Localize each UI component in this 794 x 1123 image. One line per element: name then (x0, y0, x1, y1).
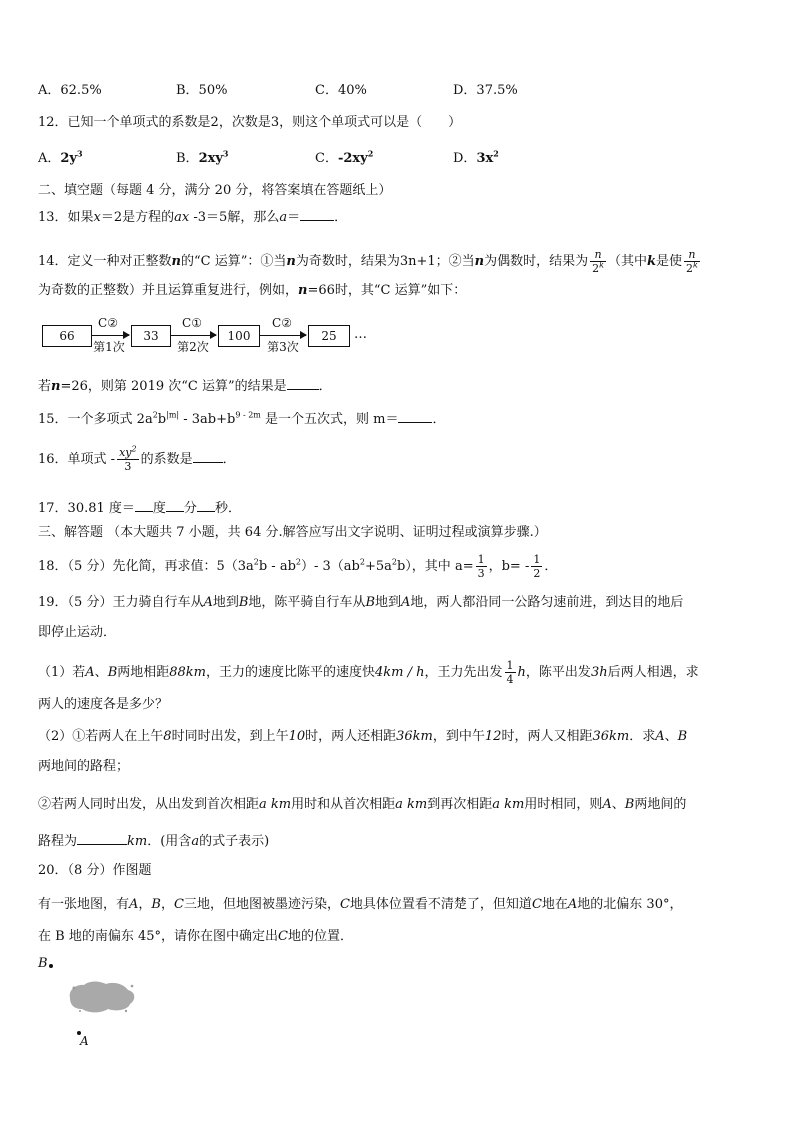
q17-second-blank (197, 497, 215, 512)
q14-line-2: 为奇数的正整数）并且运算重复进行，例如，n=66时，其“C 运算”如下： (38, 283, 467, 298)
q14-line-1: 14．定义一种对正整数n的“C 运算”：①当n为奇数时，结果为3n+1；②当n为偶数时，结果为 $\frac{n}{2^k}$ （其中k是使 $\frac{n}{2^k}$ (38, 248, 698, 275)
q19-line-2: 即停止运动． (38, 625, 117, 640)
flow-arrow-3 (259, 335, 306, 336)
q17: 17．30.81 度＝ 度 分 秒． (38, 497, 241, 518)
q11-option-a: A．62.5% (38, 83, 102, 98)
section-2-heading: 二、填空题（每题 4 分，满分 20 分，将答案填在答题纸上） (38, 183, 392, 198)
q12-option-b: B．$2xy^3$ (176, 148, 229, 166)
point-b-dot (49, 964, 53, 968)
q19-part-2: （2）①若两人在上午8时同时出发，到上午10时，两人还相距36km，到中午12时，两人又相距36km．求A、B (38, 729, 688, 744)
flow-ellipsis: … (354, 327, 367, 342)
q19-fraction-quarter: $\frac{1}{4}$ (506, 659, 514, 686)
q16: 16．单项式 - $\frac{xy^2}{3}$ 的系数是 ． (38, 444, 236, 473)
flow-step-3: 第3次 (267, 340, 299, 354)
point-a-label: A (80, 1034, 89, 1048)
flow-op-2: C① (182, 316, 202, 330)
q13: 13．如果x＝2是方程的ax -3＝5解，那么a＝ ． (38, 206, 347, 227)
flow-op-3: C② (272, 316, 292, 330)
q19-part-1-line-2: 两人的速度各是多少？ (38, 697, 169, 712)
q14-fraction-1: $\frac{n}{2^k}$ (592, 248, 604, 275)
q19-part-1: （1）若A、B两地相距88km，王力的速度比陈平的速度快4km / h，王力先出发 $\frac{1}{4}$ h，陈平出发3h后两人相遇，求 (38, 659, 699, 686)
q13-answer-blank (300, 206, 334, 221)
q14-answer-blank (287, 375, 319, 390)
q16-fraction: $\frac{xy^2}{3}$ (119, 444, 137, 473)
q19-line-1: 19．（5 分）王力骑自行车从A地到B地，陈平骑自行车从B地到A地，两人都沿同一公路匀速前进，到达目的地后 (38, 595, 684, 610)
q19-part-2-line-2: 两地间的路程； (38, 759, 130, 774)
flow-step-2: 第2次 (177, 340, 209, 354)
q18: 18．（5 分）先化简，再求值：$5(3a^2b - ab^2)-$ $3(ab^2+5a^2b)$，其中 a= $\frac{1}{3}$ ，b= - $\frac{1}{2}$ ． (38, 553, 558, 580)
q16-answer-blank (193, 448, 223, 463)
flow-step-1: 第1次 (93, 340, 125, 354)
q19-part-3: ②若两人同时出发，从出发到首次相距a km用时和从首次相距a km到再次相距a km用时相同，则A、B两地间的 (38, 797, 687, 812)
q20-line-2: 在 B 地的南偏东 45°，请你在图中确定出C地的位置． (38, 929, 353, 944)
q12-stem: 12．已知一个单项式的系数是2，次数是3，则这个单项式可以是（ ） (38, 115, 462, 130)
section-3-heading: 三、解答题 （本大题共 7 小题，共 64 分.解答应写出文字说明、证明过程或演算步骤.） (38, 525, 547, 540)
q19-part-3-line-2: 路程为 km．(用含a的式子表示) (38, 830, 269, 851)
q11-option-d: D．37.5% (453, 83, 518, 98)
q17-degree-blank (135, 497, 153, 512)
flow-arrow-2 (170, 335, 216, 336)
q14-fraction-2: $\frac{n}{2^k}$ (686, 248, 698, 275)
flow-box-25: 25 (308, 325, 350, 347)
q20-line-1: 有一张地图，有A，B，C三地，但地图被墨迹污染，C地具体位置看不清楚了，但知道C地在A地的北偏东 30°， (38, 897, 683, 912)
flow-box-33: 33 (131, 325, 171, 347)
q15: 15．一个多项式 $2a^2b^{|m|} - 3ab+b^{9 - 2m}$ 是一个五次式，则 m＝ ． (38, 408, 446, 429)
flow-box-100: 100 (218, 325, 260, 347)
q11-option-c: C．40% (315, 83, 367, 98)
flow-arrow-1 (91, 335, 129, 336)
ink-smudge (66, 978, 138, 1016)
q15-answer-blank (398, 408, 432, 423)
q11-option-b: B．50% (176, 83, 228, 98)
q18-fraction-a: $\frac{1}{3}$ (477, 553, 485, 580)
q19-answer-blank (77, 830, 127, 845)
q12-option-c: C．$-2xy^2$ (315, 148, 374, 166)
flow-box-66: 66 (42, 325, 92, 347)
q12-option-d: D．$3x^2$ (453, 148, 499, 166)
q12-option-a: A．$2y^3$ (38, 148, 83, 166)
q20-title: 20．（8 分）作图题 (38, 863, 152, 878)
q17-minute-blank (166, 497, 184, 512)
flow-op-1: C② (98, 316, 118, 330)
point-b-label: B (38, 956, 48, 971)
q14-question: 若n=26，则第 2019 次“C 运算”的结果是 ． (38, 375, 332, 396)
q18-fraction-b: $\frac{1}{2}$ (533, 553, 541, 580)
